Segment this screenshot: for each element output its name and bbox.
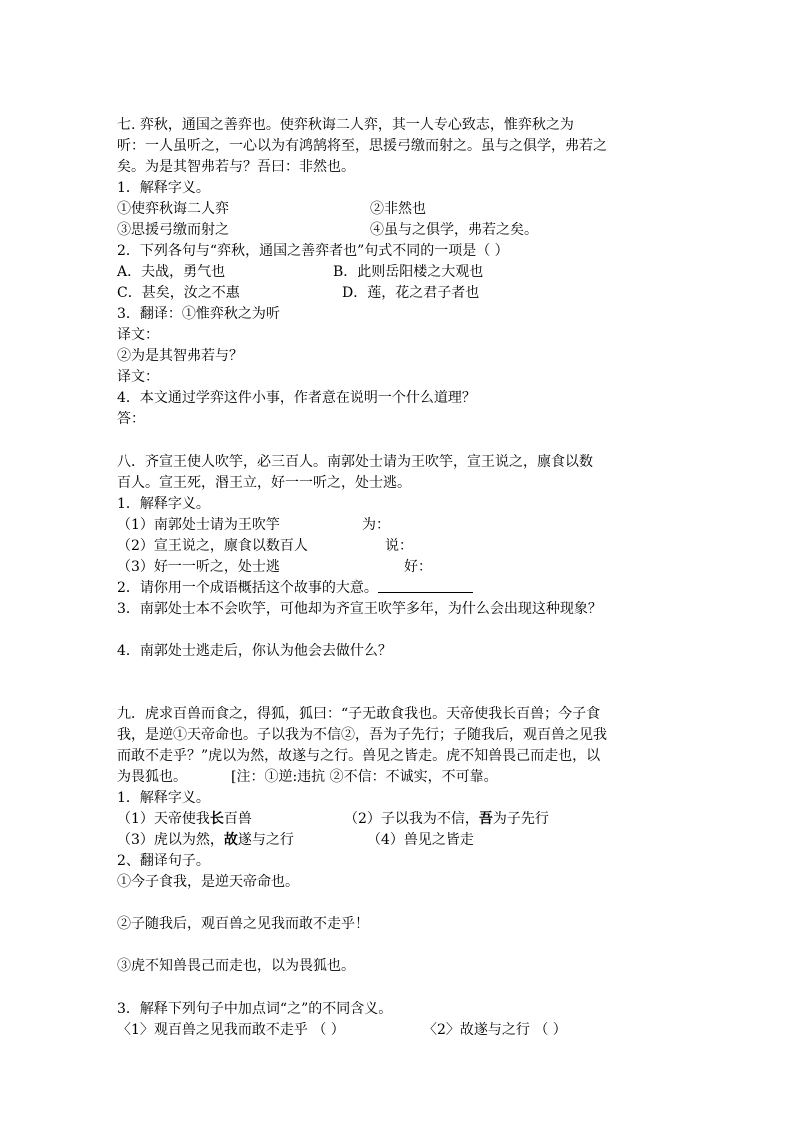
s9-q2-sentence-3: ③虎不知兽畏己而走也，以为畏狐也。 bbox=[117, 958, 355, 974]
s8-question-3: 3．南郭处士本不会吹竽，可他却为齐宣王吹竽多年，为什么会出现这种现象？ bbox=[117, 601, 602, 617]
s8-question-1: 1．解释字义。 bbox=[117, 496, 210, 512]
s9-q1-item-3-key: 故 bbox=[223, 832, 238, 848]
s7-q1-item-c: ③思援弓缴而射之 bbox=[117, 222, 229, 238]
s9-question-1: 1．解释字义。 bbox=[117, 790, 210, 806]
s7-q2-option-d: D．莲，花之君子者也 bbox=[342, 285, 480, 301]
answer-blank-line bbox=[378, 578, 473, 593]
s9-q1-item-2-pre: （2）子以我为不信， bbox=[344, 811, 479, 827]
s9-q1-item-1-pre: （1）天帝使我 bbox=[117, 811, 210, 827]
s7-q2-option-a: A．夫战，勇气也 bbox=[117, 264, 226, 280]
s9-q3-item-1: 〈1〉观百兽之见我而敢不走乎 （ ） bbox=[117, 1022, 345, 1038]
s7-passage-line-1: 七. 弈秋，通国之善弈也。使弈秋诲二人弈，其一人专心致志，惟弈秋之为 bbox=[117, 117, 574, 133]
s8-q1-item-1-key: 为： bbox=[362, 517, 390, 533]
s8-question-4: 4．南郭处士逃走后，你认为他会去做什么？ bbox=[117, 643, 392, 659]
s9-q1-item-3-post: 遂与之行 bbox=[237, 832, 294, 848]
s7-q2-option-c: C．甚矣，汝之不惠 bbox=[117, 285, 240, 301]
s9-q1-item-1-key: 长 bbox=[209, 811, 224, 827]
s8-passage-line-1: 八．齐宣王使人吹竽，必三百人。南郭处士请为王吹竽，宣王说之，廪食以数 bbox=[117, 454, 593, 470]
s8-passage-line-2: 百人。宣王死，湣王立，好一一听之，处士逃。 bbox=[117, 475, 411, 491]
s8-q1-item-2-key: 说： bbox=[385, 538, 413, 554]
s7-question-4: 4．本文通过学弈这件小事，作者意在说明一个什么道理？ bbox=[117, 390, 476, 406]
s9-q1-item-2-key: 吾 bbox=[478, 811, 493, 827]
s7-q3-translation-label-2: 译文： bbox=[117, 369, 159, 385]
s7-passage-line-3: 矣。为是其智弗若与？吾曰：非然也。 bbox=[117, 159, 355, 175]
s7-q4-answer-label: 答： bbox=[117, 411, 145, 427]
s8-q1-item-3: （3）好一一听之，处士逃 bbox=[117, 559, 280, 575]
s9-question-2: 2、翻译句子。 bbox=[117, 853, 210, 869]
s9-question-3: 3．解释下列句子中加点词“之”的不同含义。 bbox=[117, 1001, 393, 1017]
s7-question-3: 3．翻译：①惟弈秋之为听 bbox=[117, 306, 280, 322]
s9-q1-item-3-pre: （3）虎以为然， bbox=[117, 832, 224, 848]
s7-q3-sentence-2: ②为是其智弗若与？ bbox=[117, 348, 243, 364]
s9-q1-item-2 bbox=[344, 809, 549, 829]
s7-passage-line-2: 听：一人虽听之，一心以为有鸿鹄将至，思援弓缴而射之。虽与之俱学，弗若之 bbox=[117, 138, 607, 154]
s7-question-1: 1．解释字义。 bbox=[117, 180, 210, 196]
s9-q1-item-1 bbox=[117, 809, 252, 829]
s9-q1-item-3 bbox=[117, 830, 294, 850]
s9-q1-item-2-post: 为子先行 bbox=[492, 811, 549, 827]
s8-q1-item-3-key: 好： bbox=[404, 559, 432, 575]
s9-passage-line-1: 九．虎求百兽而食之，得狐，狐曰：“子无敢食我也。天帝使我长百兽；今子食 bbox=[117, 706, 601, 722]
s7-q1-item-a: ①使弈秋诲二人弈 bbox=[117, 201, 229, 217]
s9-annotation: [注：①逆:违抗 ②不信：不诚实，不可靠。 bbox=[231, 769, 498, 785]
s8-q1-item-2: （2）宣王说之，廪食以数百人 bbox=[117, 538, 308, 554]
s7-q3-translation-label-1: 译文： bbox=[117, 327, 159, 343]
s9-passage-line-3: 而敢不走乎？”虎以为然，故遂与之行。兽见之皆走。虎不知兽畏己而走也，以 bbox=[117, 748, 601, 764]
s9-q3-item-2: 〈2〉故遂与之行 （ ） bbox=[423, 1022, 567, 1038]
s9-q2-sentence-1: ①今子食我，是逆天帝命也。 bbox=[117, 874, 299, 890]
s8-question-2-text: 2．请你用一个成语概括这个故事的大意。 bbox=[117, 580, 378, 596]
s7-q1-item-b: ②非然也 bbox=[370, 201, 426, 217]
s9-passage-line-4: 为畏狐也。 bbox=[117, 769, 187, 785]
s7-q2-option-b: B．此则岳阳楼之大观也 bbox=[333, 264, 484, 280]
s9-passage-line-2: 我，是逆①天帝命也。子以我为不信②，吾为子先行；子随我后，观百兽之见我 bbox=[117, 727, 607, 743]
s7-question-2: 2．下列各句与“弈秋，通国之善弈者也”句式不同的一项是（ ） bbox=[117, 243, 509, 259]
s9-q2-sentence-2: ②子随我后，观百兽之见我而敢不走乎！ bbox=[117, 916, 369, 932]
s8-q1-item-1: （1）南郭处士请为王吹竽 bbox=[117, 517, 280, 533]
s9-q1-item-4: （4）兽见之皆走 bbox=[367, 832, 474, 848]
s8-question-2 bbox=[117, 578, 473, 598]
s7-q1-item-d: ④虽与之俱学，弗若之矣。 bbox=[370, 222, 538, 238]
s9-q1-item-1-post: 百兽 bbox=[223, 811, 252, 827]
